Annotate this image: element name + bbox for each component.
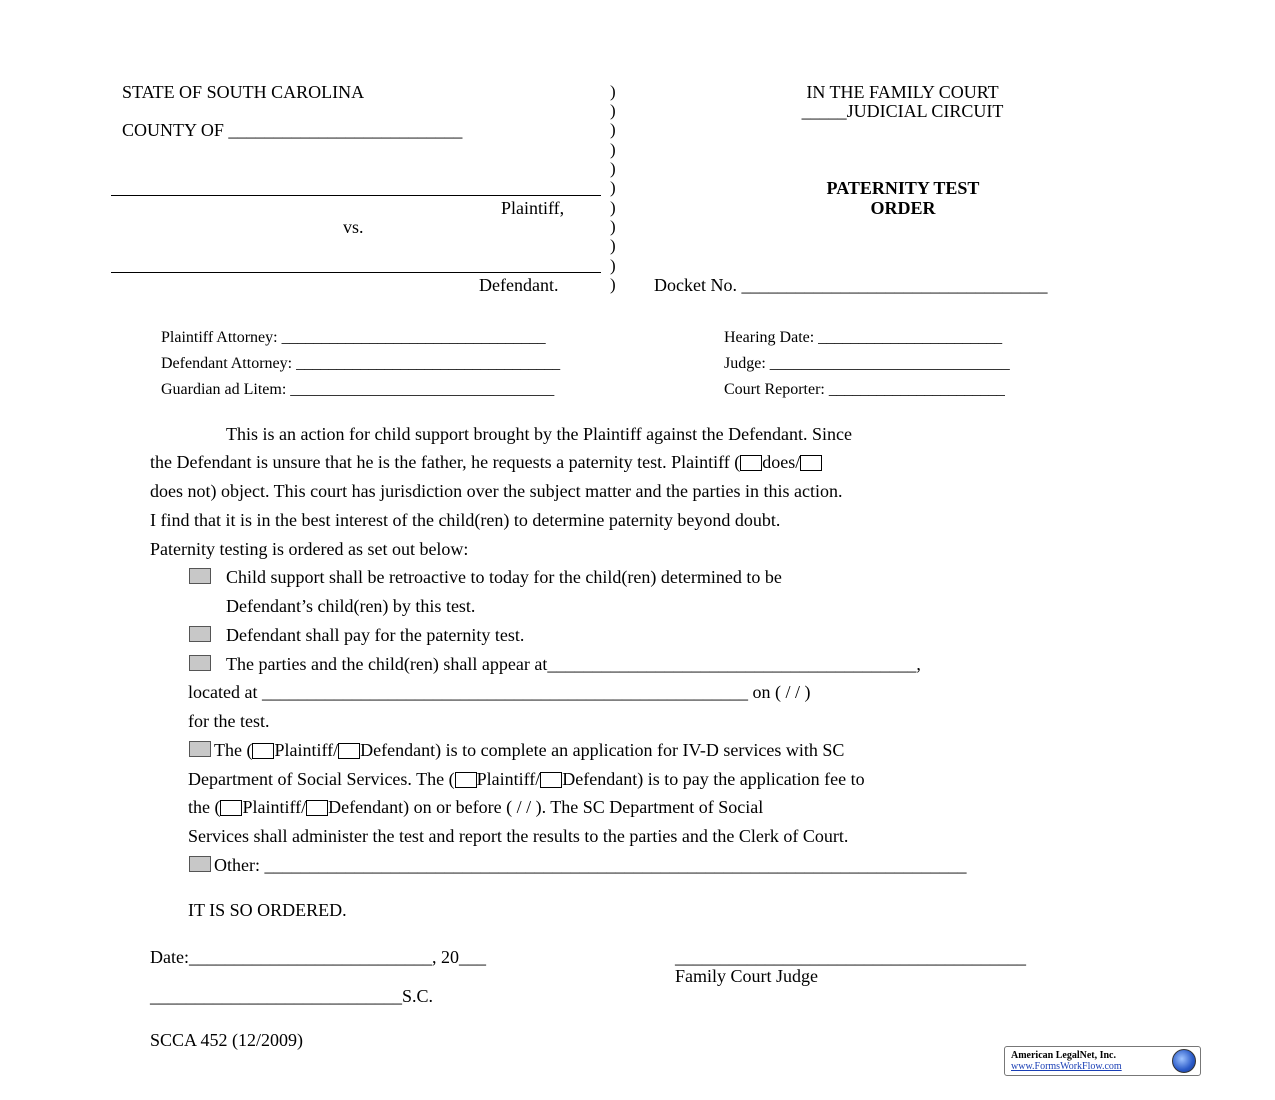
defendant-label: Defendant. (479, 275, 559, 295)
defendant-attorney-field[interactable]: Defendant Attorney: _________________________________ (161, 355, 561, 372)
item-retroactive-checkbox[interactable] (189, 568, 211, 584)
does-not-checkbox[interactable] (800, 455, 822, 471)
item-ivd-line-2: Department of Social Services. The ( Plaintiff/ Defendant) is to pay the application fee to (188, 769, 865, 789)
item-appear-location[interactable]: located at ______________________________________________________ on ( / / ) (188, 682, 811, 702)
judge-signature-label: Family Court Judge (675, 966, 818, 986)
item-appear-text[interactable]: The parties and the child(ren) shall appear at_________________________________________, (226, 654, 921, 674)
payee-plaintiff-checkbox[interactable] (220, 800, 242, 816)
judge-field[interactable]: Judge: ______________________________ (724, 355, 1010, 372)
hearing-date-field[interactable]: Hearing Date: _______________________ (724, 329, 1003, 346)
item-other-checkbox[interactable] (189, 856, 211, 872)
paragraph-line-2: the Defendant is unsure that he is the father, he requests a paternity test. Plaintiff ( does/ (150, 452, 822, 473)
paragraph-line-5: Paternity testing is ordered as set out below: (150, 539, 469, 559)
page-title-order: ORDER (870, 198, 936, 218)
plaintiff-attorney-field[interactable]: Plaintiff Attorney: _________________________________ (161, 329, 546, 346)
item-ivd-line-4: Services shall administer the test and report the results to the parties and the Clerk of Court. (188, 826, 849, 846)
item-retroactive-text: Child support shall be retroactive to today for the child(ren) determined to be (226, 567, 782, 587)
paragraph-line-1: This is an action for child support brought by the Plaintiff against the Defendant. Since (226, 424, 853, 444)
judge-signature-line[interactable]: _______________________________________ (675, 947, 1026, 967)
globe-icon (1172, 1049, 1196, 1073)
paragraph-line-3: does not) object. This court has jurisdiction over the subject matter and the parties in this action. (150, 481, 843, 501)
paragraph-line-4: I find that it is in the best interest of the child(ren) to determine paternity beyond doubt. (150, 510, 781, 530)
vs-label: vs. (343, 217, 364, 237)
court-heading: IN THE FAMILY COURT (806, 82, 999, 102)
fee-defendant-checkbox[interactable] (540, 772, 562, 788)
county-field[interactable]: COUNTY OF __________________________ (122, 120, 463, 140)
plaintiff-label: Plaintiff, (501, 198, 565, 218)
state-heading: STATE OF SOUTH CAROLINA (122, 82, 365, 102)
so-ordered: IT IS SO ORDERED. (188, 900, 347, 920)
defendant-name-line[interactable] (111, 272, 601, 273)
item-ivd-line-3: the ( Plaintiff/ Defendant) on or before ( / / ). The SC Department of Social (188, 797, 764, 817)
page-title: PATERNITY TEST (826, 178, 980, 198)
item-defendant-pay-checkbox[interactable] (189, 626, 211, 642)
plaintiff-name-line[interactable] (111, 195, 601, 196)
ivd-defendant-checkbox[interactable] (338, 743, 360, 759)
location-field[interactable]: ____________________________S.C. (150, 986, 434, 1006)
payee-defendant-checkbox[interactable] (306, 800, 328, 816)
legalnet-link[interactable]: www.FormsWorkFlow.com (1011, 1061, 1122, 1072)
court-reporter-field[interactable]: Court Reporter: ______________________ (724, 381, 1005, 398)
legalnet-logo[interactable]: American LegalNet, Inc. www.FormsWorkFlow.com (1004, 1046, 1201, 1076)
date-field[interactable]: Date:___________________________, 20___ (150, 947, 486, 967)
item-other-field[interactable]: Other: ______________________________________________________________________________ (214, 855, 967, 875)
item-ivd-line-1: The ( Plaintiff/ Defendant) is to complete an application for IV-D services with SC (214, 740, 845, 760)
item-defendant-pay-text: Defendant shall pay for the paternity test. (226, 625, 525, 645)
item-ivd-checkbox[interactable] (189, 741, 211, 757)
item-appear-text-3: for the test. (188, 711, 270, 731)
ivd-plaintiff-checkbox[interactable] (252, 743, 274, 759)
form-id: SCCA 452 (12/2009) (150, 1030, 304, 1050)
does-checkbox[interactable] (740, 455, 762, 471)
guardian-field[interactable]: Guardian ad Litem: _________________________________ (161, 381, 555, 398)
item-retroactive-text-2: Defendant’s child(ren) by this test. (226, 596, 476, 616)
item-appear-checkbox[interactable] (189, 655, 211, 671)
docket-field[interactable]: Docket No. __________________________________ (654, 275, 1048, 295)
circuit-field[interactable]: _____JUDICIAL CIRCUIT (801, 101, 1004, 121)
fee-plaintiff-checkbox[interactable] (455, 772, 477, 788)
